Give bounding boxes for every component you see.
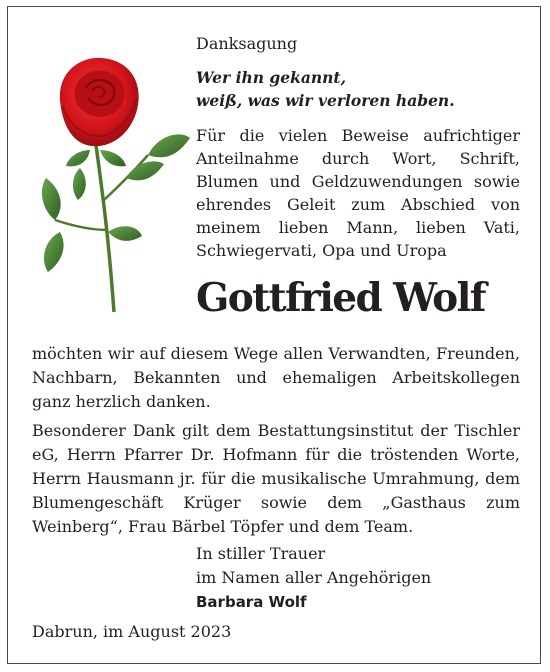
- intro-paragraph: Für die vielen Beweise aufrichtiger Anteilnahme durch Wort, Schrift, Blumen und Geldzuwendungen sowie ehrendes Geleit zum Abschied von meinem lieben Mann, lieben Vati, Schwiegervati, Opa und Uropa: [196, 126, 520, 260]
- special-thanks-paragraph: Besonderer Dank gilt dem Bestattungsinstitut der Tischler eG, Herrn Pfarrer Dr. Hofmann für die tröstenden Worte, Herrn Hausmann jr. für die musikalische Umrahmung, dem Blumengeschäft Krüger sowie dem „Gasthaus zum Weinberg“, Frau Bärbel Töpfer und dem Team.: [32, 421, 520, 536]
- closing-line: im Namen aller Angehörigen: [196, 568, 432, 587]
- motto-line: Wer ihn gekannt,: [196, 68, 346, 87]
- closing-line: In stiller Trauer: [196, 544, 326, 563]
- deceased-name: Gottfried Wolf: [196, 275, 485, 321]
- closing-block: [196, 542, 431, 614]
- notice-heading: Danksagung: [196, 34, 298, 53]
- motto: [196, 66, 455, 112]
- motto-line: weiß, was wir verloren haben.: [196, 91, 455, 110]
- place-date: Dabrun, im August 2023: [32, 622, 232, 641]
- thanks-paragraph: möchten wir auf diesem Wege allen Verwandten, Freunden, Nachbarn, Bekannten und ehemaligen Arbeitskollegen ganz herzlich danken.: [32, 344, 520, 411]
- rose-image: [30, 50, 195, 315]
- signer-name: Barbara Wolf: [196, 593, 307, 611]
